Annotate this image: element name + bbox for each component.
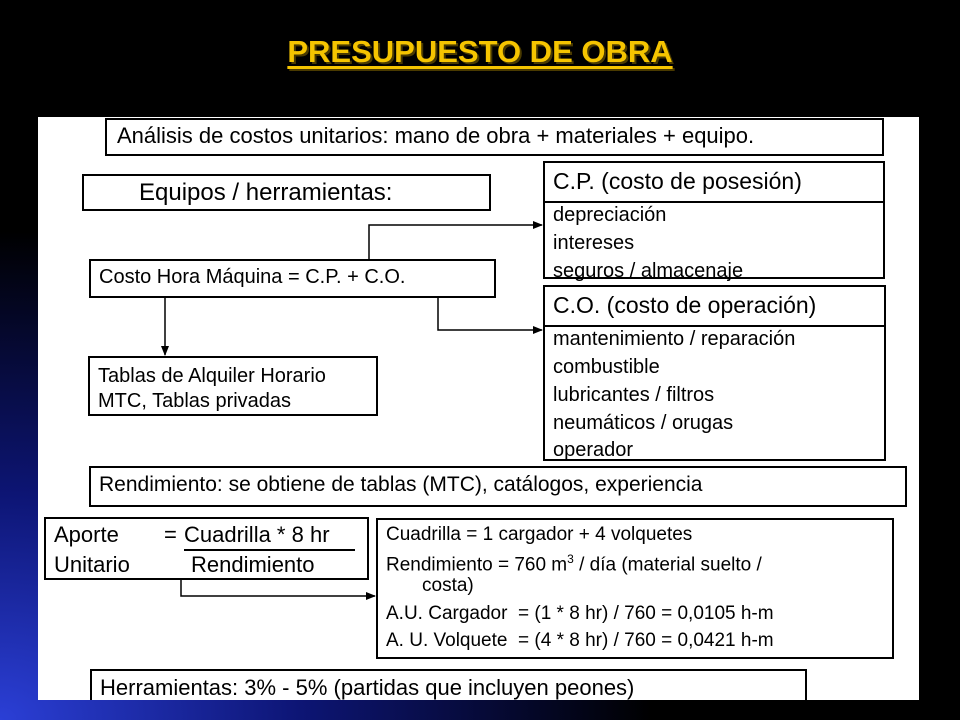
slide-title: PRESUPUESTO DE OBRA	[287, 34, 673, 69]
co-item-operator: operador	[553, 439, 634, 461]
co-item-maintenance: mantenimiento / reparación	[553, 328, 796, 350]
formula-numerator: Cuadrilla * 8 hr	[184, 522, 330, 547]
co-item-lubricants: lubricantes / filtros	[553, 384, 715, 406]
formula-word-unitario: Unitario	[54, 552, 130, 577]
rental-tables-line2: MTC, Tablas privadas	[98, 390, 292, 412]
arrow-to-cp	[369, 225, 542, 259]
co-header: C.O. (costo de operación)	[553, 292, 817, 318]
example-truck: A. U. Volquete = (4 * 8 hr) / 760 = 0,0421 h-m	[386, 630, 774, 651]
machine-hour-cost-text: Costo Hora Máquina = C.P. + C.O.	[99, 266, 406, 288]
performance-text: Rendimiento: se obtiene de tablas (MTC), catálogos, experiencia	[99, 473, 703, 496]
co-item-fuel: combustible	[553, 356, 660, 378]
example-perf-sup: 3	[567, 552, 574, 566]
cp-item-depreciation: depreciación	[553, 204, 667, 226]
example-perf-prefix: Rendimiento = 760 m	[386, 554, 568, 576]
co-item-tires: neumáticos / orugas	[553, 412, 734, 434]
diagram-canvas	[38, 117, 919, 700]
example-perf-cont: costa)	[422, 575, 474, 596]
formula-denominator: Rendimiento	[191, 552, 315, 577]
example-loader: A.U. Cargador = (1 * 8 hr) / 760 = 0,0105 h-m	[386, 603, 774, 624]
formula-equals: =	[164, 522, 177, 547]
example-crew: Cuadrilla = 1 cargador + 4 volquetes	[386, 524, 693, 545]
connector-arrows	[38, 117, 919, 700]
arrow-to-example	[181, 580, 375, 596]
rental-tables-line1: Tablas de Alquiler Horario	[98, 365, 326, 387]
equipment-header-text: Equipos / herramientas:	[139, 179, 393, 206]
cp-header: C.P. (costo de posesión)	[553, 168, 802, 194]
cp-item-interest: intereses	[553, 232, 635, 254]
formula-word-aporte: Aporte	[54, 522, 119, 547]
analysis-text: Análisis de costos unitarios: mano de obra + materiales + equipo.	[117, 123, 755, 148]
example-perf-suffix: / día (material suelto /	[573, 554, 762, 576]
arrow-to-co	[438, 298, 542, 330]
cp-item-insurance: seguros / almacenaje	[553, 260, 744, 282]
tools-text: Herramientas: 3% - 5% (partidas que incluyen peones)	[100, 675, 635, 700]
